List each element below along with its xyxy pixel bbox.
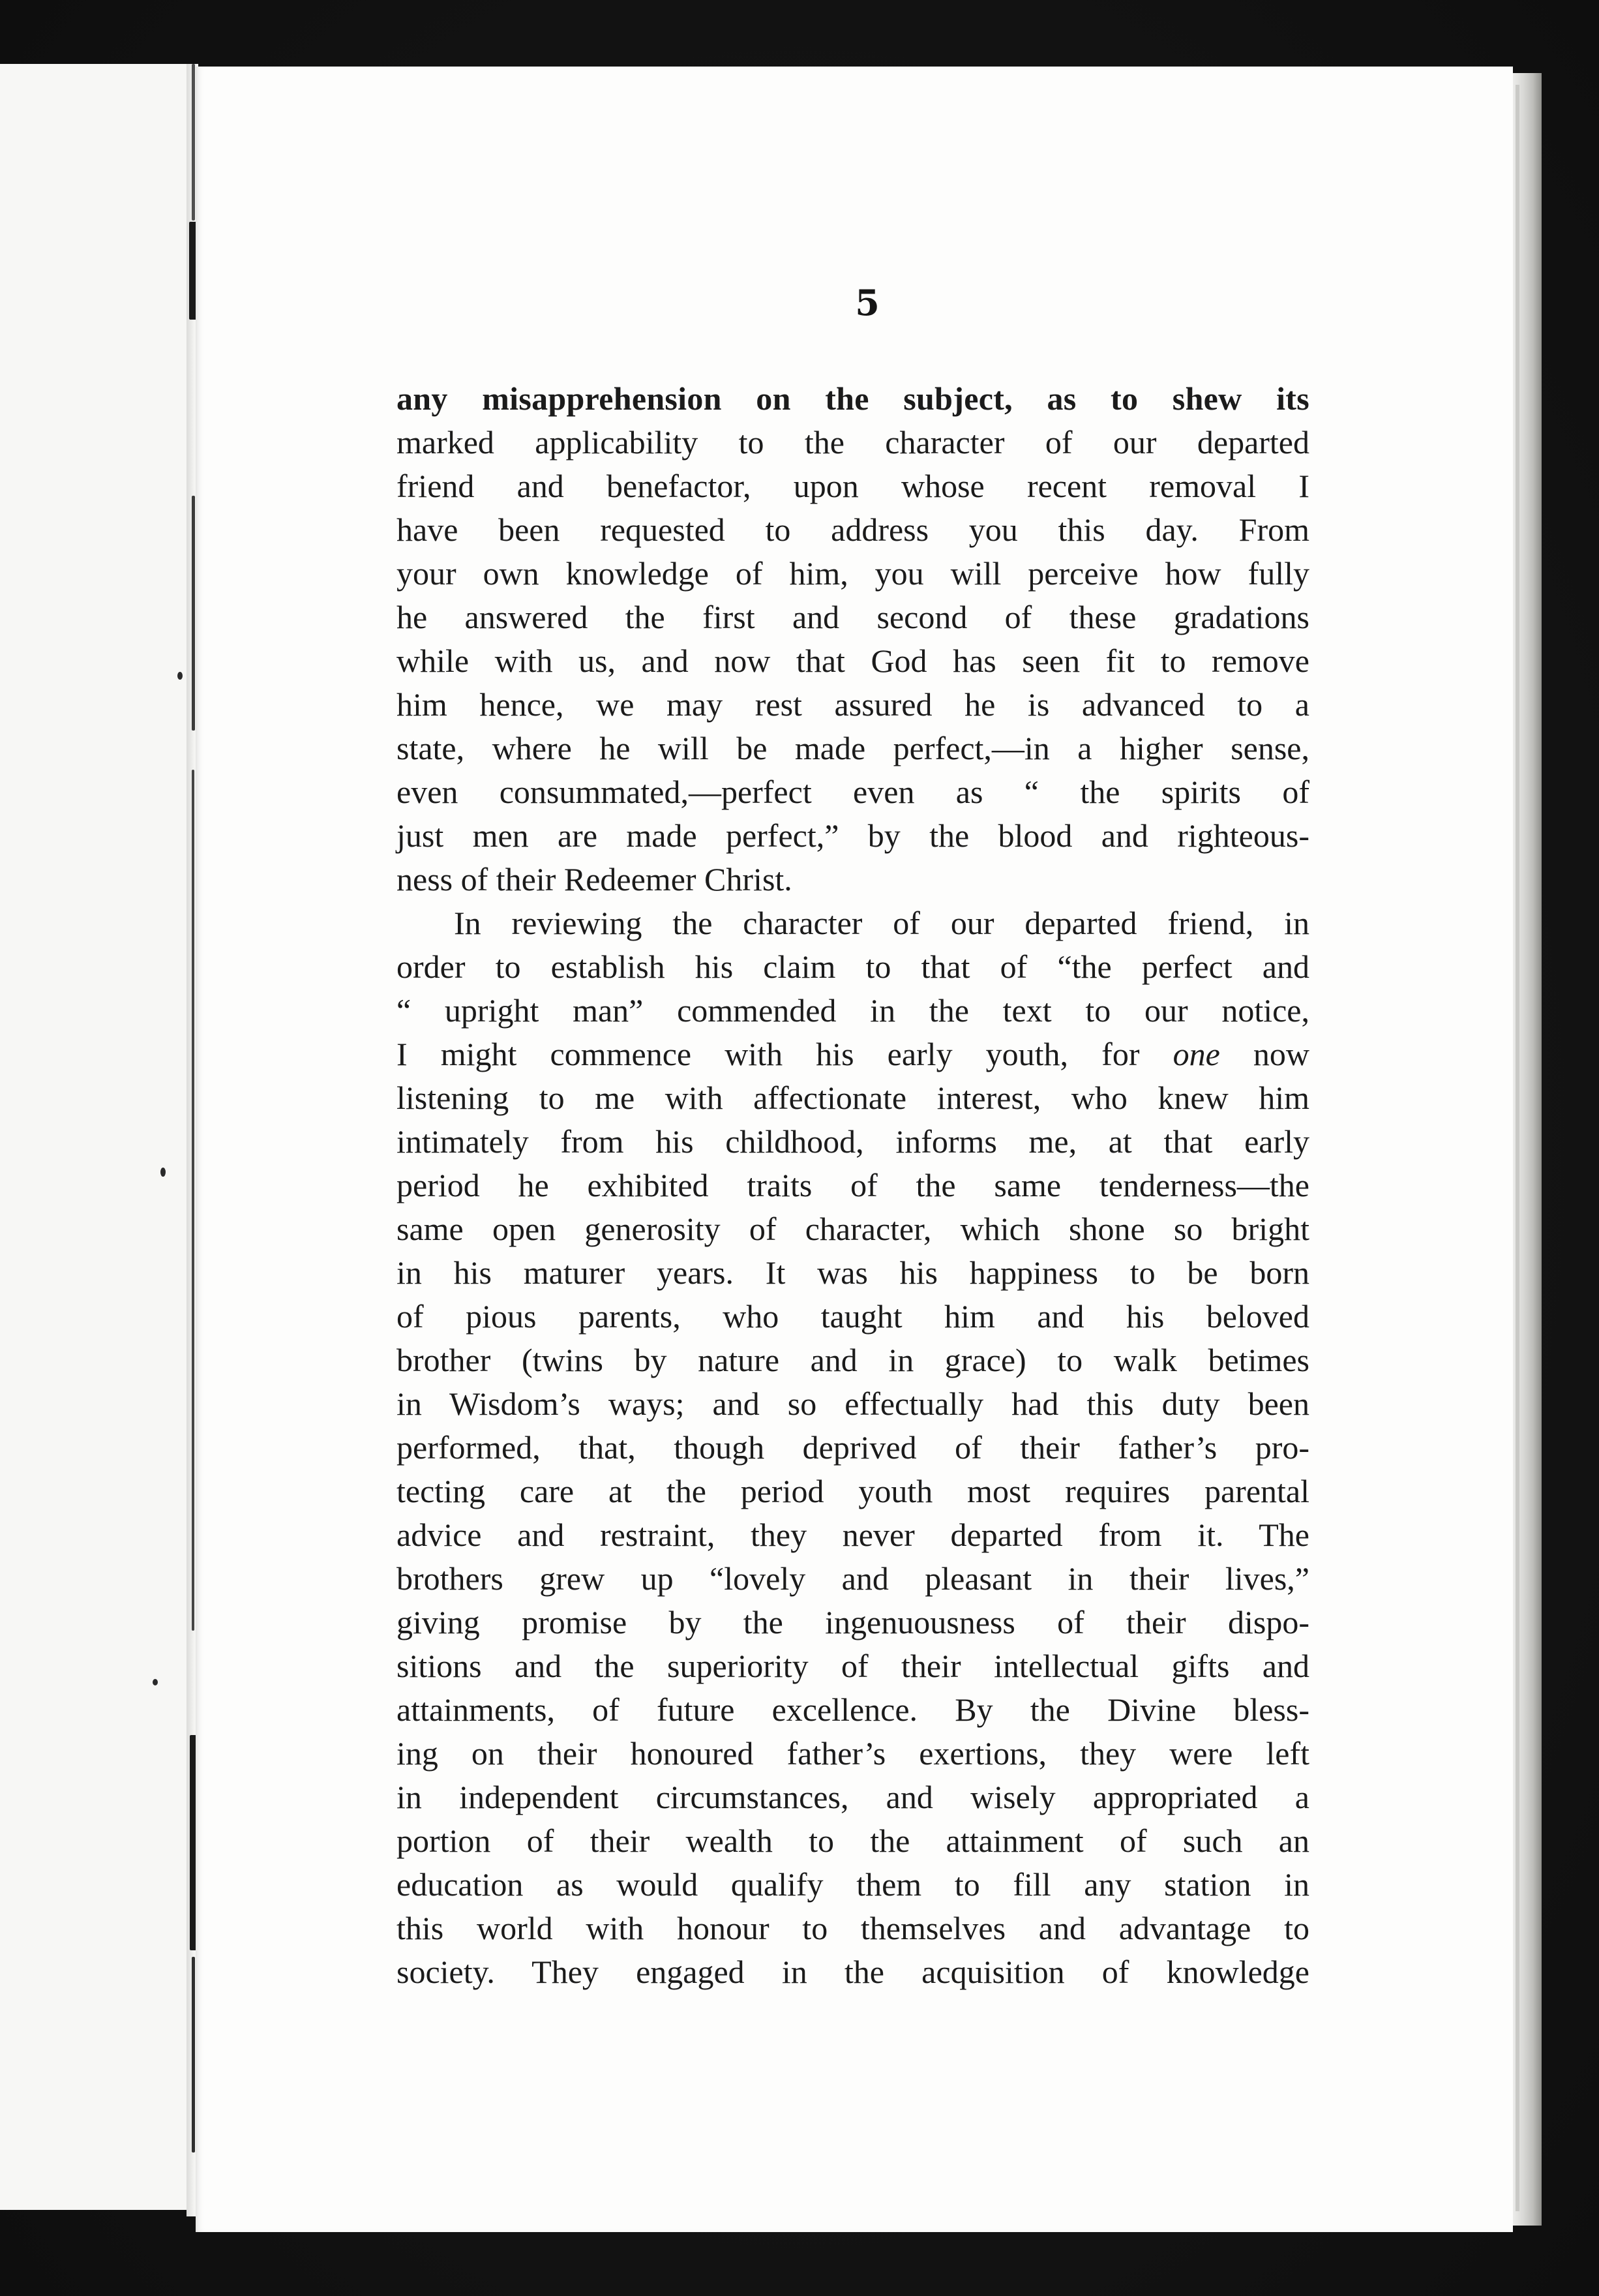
text-line: portion of their wealth to the attainment of such an (396, 1822, 1309, 1859)
text-line: just men are made perfect,” by the blood and righteous- (396, 817, 1309, 854)
binding-thread (192, 1957, 195, 2152)
text-line: while with us, and now that God has seen fit to remove (396, 642, 1309, 679)
text-line-part: now (1253, 1036, 1309, 1072)
text-line: of pious parents, who taught him and his beloved (396, 1298, 1309, 1335)
text-line: society. They engaged in the acquisition of knowledge (396, 1954, 1309, 1990)
text-line: brother (twins by nature and in grace) to walk betimes (396, 1342, 1309, 1378)
scan-speck (160, 1168, 166, 1177)
page-edge-shadow (1516, 85, 1519, 2211)
binding-thread (192, 496, 195, 731)
binding-thread (192, 64, 195, 220)
italic-word: one (1173, 1036, 1220, 1072)
text-line-part: I might commence with his early youth, for (396, 1036, 1140, 1072)
body-text (396, 377, 1309, 1994)
text-line: order to establish his claim to that of “the perfect and (396, 948, 1309, 985)
text-line: in independent circumstances, and wisely appropriated a (396, 1779, 1309, 1815)
text-line: tecting care at the period youth most requires parental (396, 1473, 1309, 1509)
text-line: your own knowledge of him, you will perceive how fully (396, 555, 1309, 592)
text-line: have been requested to address you this day. From (396, 511, 1309, 548)
text-line: performed, that, though deprived of their father’s pro- (396, 1429, 1309, 1466)
text-line: this world with honour to themselves and advantage to (396, 1910, 1309, 1946)
text-line: ing on their honoured father’s exertions, they were left (396, 1735, 1309, 1772)
text-line: in Wisdom’s ways; and so effectually had this duty been (396, 1385, 1309, 1422)
text-line: marked applicability to the character of our departed (396, 424, 1309, 461)
text-line (396, 1033, 1309, 1076)
text-line: “ upright man” commended in the text to our notice, (396, 992, 1309, 1029)
text-line: intimately from his childhood, informs me, at that early (396, 1123, 1309, 1160)
text-line: he answered the first and second of these gradations (396, 599, 1309, 635)
text-line: in his maturer years. It was his happiness to be born (396, 1254, 1309, 1291)
text-line: friend and benefactor, upon whose recent removal I (396, 468, 1309, 504)
text-line: In reviewing the character of our departed friend, in (454, 905, 1309, 941)
text-line: same open generosity of character, which shone so bright (396, 1211, 1309, 1247)
text-line: period he exhibited traits of the same tenderness—the (396, 1167, 1309, 1203)
text-line: state, where he will be made perfect,—in a higher sense, (396, 730, 1309, 766)
page-number: 5 (855, 282, 880, 324)
text-line: giving promise by the ingenuousness of their dispo- (396, 1604, 1309, 1640)
text-line: any misapprehension on the subject, as to shew its (396, 380, 1309, 417)
text-line: listening to me with affectionate interest, who knew him (396, 1080, 1309, 1116)
text-line: advice and restraint, they never departed from it. The (396, 1517, 1309, 1553)
scan-speck (177, 672, 183, 680)
binding-thread (192, 770, 194, 1631)
text-line: brothers grew up “lovely and pleasant in their lives,” (396, 1560, 1309, 1597)
text-line: even consummated,—perfect even as “ the spirits of (396, 774, 1309, 810)
text-line: ness of their Redeemer Christ. (396, 861, 792, 898)
text-line: him hence, we may rest assured he is advanced to a (396, 686, 1309, 723)
text-line: education as would qualify them to fill any station in (396, 1866, 1309, 1903)
facing-page (0, 64, 190, 2210)
scan-speck (153, 1679, 158, 1685)
text-line: sitions and the superiority of their intellectual gifts and (396, 1648, 1309, 1684)
text-line: attainments, of future excellence. By the Divine bless- (396, 1691, 1309, 1728)
